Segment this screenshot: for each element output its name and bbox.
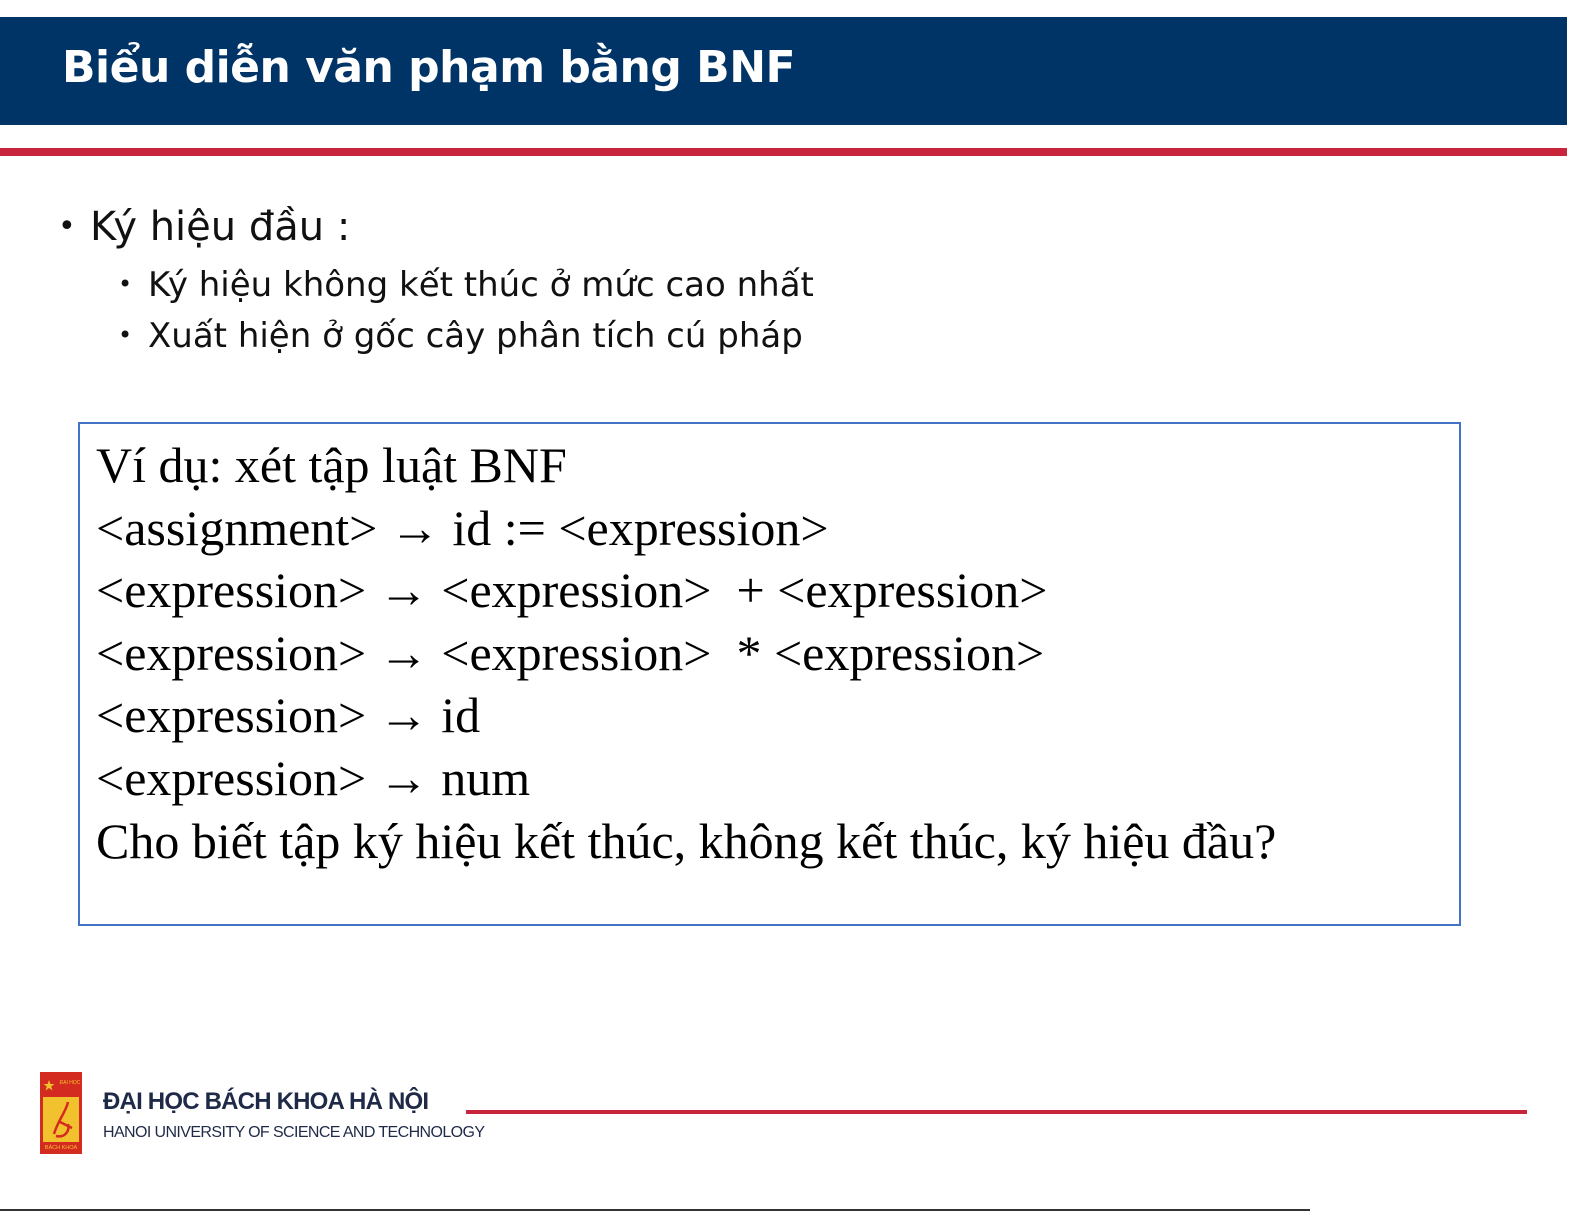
- slide-title: Biểu diễn văn phạm bằng BNF: [62, 42, 796, 93]
- bullet-marker: •: [58, 209, 76, 244]
- bullet-level2-text: Xuất hiện ở gốc cây phân tích cú pháp: [148, 316, 803, 356]
- bnf-rule: <expression> → <expression> + <expression>: [96, 562, 1048, 619]
- bullet-level1: [58, 204, 350, 250]
- bullet-marker: •: [118, 321, 133, 349]
- example-question: Cho biết tập ký hiệu kết thúc, không kết thúc, ký hiệu đầu?: [96, 812, 1277, 869]
- bottom-rule: [0, 1209, 1310, 1211]
- header-divider: [0, 148, 1567, 156]
- example-lines: [96, 434, 1276, 872]
- bnf-rule: <expression> → num: [96, 749, 531, 806]
- university-logo: [40, 1072, 82, 1154]
- university-name: ĐẠI HỌC BÁCH KHOA HÀ NỘI: [103, 1088, 429, 1115]
- bullet-level2-text: Ký hiệu không kết thúc ở mức cao nhất: [148, 265, 814, 305]
- logo-text-bottom: BÁCH KHOA: [44, 1145, 78, 1151]
- bnf-rule: <assignment> → id := <expression>: [96, 499, 829, 556]
- footer-divider: [466, 1110, 1527, 1114]
- bnf-rule: <expression> → id: [96, 687, 481, 744]
- example-heading: Ví dụ: xét tập luật BNF: [96, 437, 567, 493]
- example-box: [78, 422, 1461, 926]
- university-subtitle: HANOI UNIVERSITY OF SCIENCE AND TECHNOLOGY: [103, 1124, 485, 1141]
- bullet-marker: •: [118, 270, 133, 298]
- bullet-level2-item: [118, 265, 814, 305]
- logo-text-top: ĐẠI HỌC: [59, 1080, 81, 1086]
- slide-header: [0, 17, 1567, 125]
- bullet-level2-item: [118, 316, 803, 356]
- bullet-level1-text: Ký hiệu đầu :: [90, 204, 351, 250]
- bnf-rule: <expression> → <expression> * <expression>: [96, 624, 1045, 681]
